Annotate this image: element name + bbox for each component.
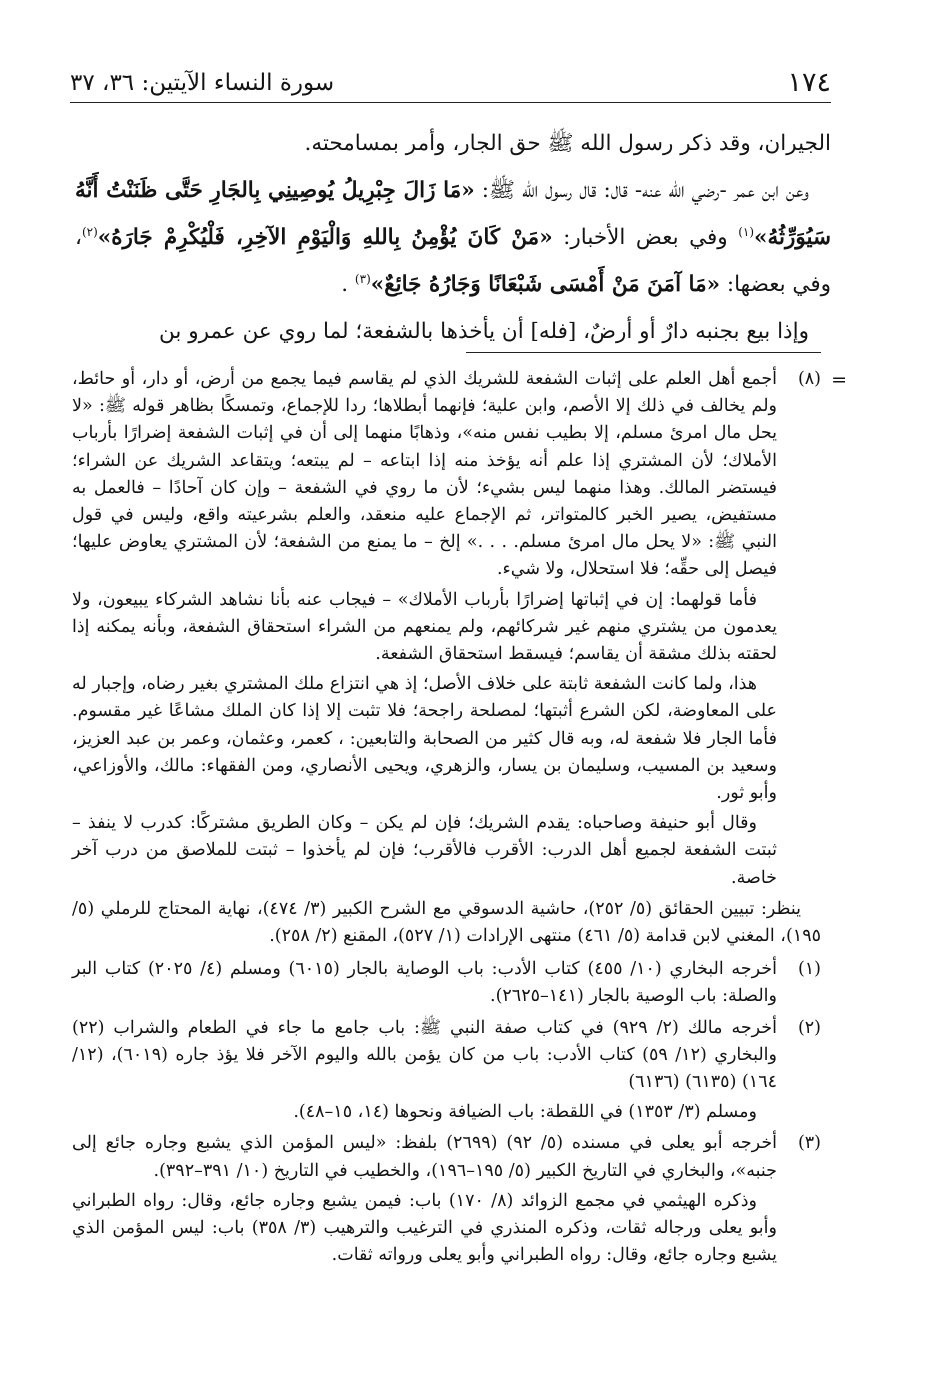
footnote-paragraph: وذكره الهيثمي في مجمع الزوائد (٨/ ١٧٠) باب: فيمن يشبع وجاره جائع، وقال: رواه الطبراني وأبو يعلى ورجاله ثقات، وذكره المنذري في الترغيب والترهيب (٣/ ٣٥٨) باب: ليس المؤمن الذي يشبع وجاره جائع، وقال: رواه الطبراني وأبو يعلى ورواته ثقات.: [72, 1190, 777, 1266]
footnote-body: [72, 1130, 777, 1269]
hadith-quote-1: «مَا زَالَ جِبْرِيلُ يُوصِينِي بِالجَارِ حَتَّى ظَنَنْتُ أَنَّهُ سَيُوَرِّثُهُ»: [75, 178, 831, 250]
footnote-sources: [72, 896, 821, 950]
footnote-3: [72, 1130, 821, 1269]
footnote-paragraph: هذا، ولما كانت الشفعة ثابتة على خلاف الأصل؛ إذ هي انتزاع ملك المشتري بغير رضاه، وإجبار له على المعاوضة، لكن الشرع أثبتها؛ لمصلحة راجحة؛ فلا تثبت إلا إذا كان الملك مشاعًا غير مقسوم. فأما الجار فلا شفعة له، وبه قال كثير من الصحابة والتابعين: ، كعمر، وعثمان، وعمر بن عبد العزيز، وسعيد بن المسيب، وسليمان بن يسار، والزهري، ويحيى الأنصاري، ومن الفقهاء: مالك، والأوزاعي، وأبو ثور.: [72, 674, 777, 804]
hadith-quote-2: «مَنْ كَانَ يُؤْمِنُ بِاللهِ وَالْيَوْمِ الآخِرِ، فَلْيُكْرِمْ جَارَهُ»: [97, 225, 553, 250]
footnote-body: [72, 366, 777, 892]
footnote-paragraph: فأما قولهما: إن في إثباتها إضرارًا بأرباب الأملاك» – فيجاب عنه بأنا نشاهد الشركاء يبيعون، ولا يعدمون من يشتري منهم غير شركائهم، ولم يمنعهم من الشراء استحقاق الشفعة، وبأنه يمكنه إذا لحقته بذلك مشقة أن يقاسم؛ فيسقط استحقاق الشفعة.: [72, 589, 777, 665]
footnote-ref-1: (١): [738, 224, 755, 239]
footnote-number: (٢): [797, 1017, 821, 1038]
main-text: [75, 120, 831, 355]
hadith-quote-3: «مَا آمَنَ مَنْ أَمْسَى شَبْعَانًا وَجَارُهُ جَائِعٌ»: [370, 272, 721, 297]
footnote-paragraph: أخرجه مالك (٢/ ٩٢٩) في كتاب صفة النبي ﷺ: باب جامع ما جاء في الطعام والشراب (٢٢) والبخاري (١٢/ ٥٩) كتاب الأدب: باب من كان يؤمن بالله واليوم الآخر فلا يؤذ جاره (٦٠١٩)، (١٢/ ١٦٤) (٦١٣٥) (٦١٣٦): [72, 1017, 777, 1093]
footnote-paragraph: أجمع أهل العلم على إثبات الشفعة للشريك الذي لم يقاسم فيما يجمع من أرض، أو دار، أو حائط، ولم يخالف في ذلك إلا الأصم، وابن علية؛ فإنهما أبطلاها؛ ردا للإجماع، وتمسكًا بظاهر قوله ﷺ: «لا يحل مال امرئ مسلم، إلا بطيب نفس منه»، وذهابًا منهما إلى أن في إثبات الشفعة إضرارًا بأرباب الأملاك؛ لأن المشتري إذا علم أنه يؤخذ منه إذا ابتاعه – لم يبتعه؛ ويتقاعد الشريك عن الشراء؛ فيستضر المالك. وهذا منهما ليس بشيء؛ لأن ما روي في الشفعة – وإن كان آحادًا – فالعمل به مستفيض، يصير الخبر كالمتواتر، ثم الإجماع عليه منعقد، والعلم بشرعيته واقع، وليس في قول النبي ﷺ: «لا يحل مال امرئ مسلم. . . .» إلخ – ما يمنع من الشفعة؛ لأن المشتري يعاوض عليها؛ فيصل إلى حقِّه؛ فلا استحلال، ولا شيء.: [72, 369, 777, 580]
footnote-number: (٨): [797, 369, 821, 389]
footnote-ref-2: (٢): [81, 224, 98, 239]
footnote-number: (١): [797, 959, 821, 980]
footnote-body: [72, 956, 777, 1010]
text-segment: وفي بعض الأخبار:: [552, 225, 739, 250]
footnote-separator: [466, 352, 821, 353]
footnote-paragraph: ومسلم (٣/ ١٣٥٣) في اللقطة: باب الضيافة ونحوها (١٤، ١٥–٤٨).: [293, 1102, 757, 1123]
footnote-paragraph: أخرجه البخاري (١٠/ ٤٥٥) كتاب الأدب: باب الوصاية بالجار (٦٠١٥) ومسلم (٤/ ٢٠٢٥) كتاب البر والصلة: باب الوصية بالجار (١٤١–٢٦٢٥).: [72, 959, 777, 1007]
footnote-2: [72, 1015, 821, 1127]
footnote-8: [72, 366, 821, 892]
footnote-ref-3: (٣): [354, 271, 371, 286]
page-number: ١٧٤: [787, 67, 831, 98]
main-paragraph-3: وإذا بيع بجنبه دارٌ أو أرضٌ، [فله] أن يأخذها بالشفعة؛ لما روي عن عمرو بن: [159, 319, 809, 344]
running-title: سورة النساء الآيتين: ٣٦، ٣٧: [70, 70, 335, 96]
footnote-body: [72, 1015, 777, 1127]
footnotes: [72, 366, 821, 1274]
main-paragraph-2: [75, 167, 831, 308]
footnote-paragraph: وقال أبو حنيفة وصاحباه: يقدم الشريك؛ فإن لم يكن – وكان الطريق مشتركًا: كدرب لا ينفذ – ثبتت الشفعة لجميع أهل الدرب: الأقرب فالأقرب؛ فإن لم يأخذوا – ثبتت للملاصق من درب آخر خاصة.: [72, 813, 777, 888]
continuation-mark: =: [831, 369, 847, 391]
main-paragraph-1: الجيران، وقد ذكر رسول الله ﷺ حق الجار، وأمر بمسامحته.: [304, 131, 831, 156]
footnote-paragraph: أخرجه أبو يعلى في مسنده (٥/ ٩٢) (٢٦٩٩) بلفظ: «ليس المؤمن الذي يشبع وجاره جائع إلى جنبه»، والبخاري في التاريخ الكبير (٥/ ١٩٥–١٩٦)، والخطيب في التاريخ (١٠/ ٣٩١–٣٩٢).: [72, 1133, 777, 1181]
footnote-number: (٣): [797, 1133, 821, 1154]
text-segment: وعن ابن عمر -رضي الله عنه- قال: قال رسول الله ﷺ:: [474, 178, 809, 203]
text-segment: ، وفي بعضها:: [75, 225, 831, 297]
footnote-1: [72, 956, 821, 1010]
running-header: [70, 60, 831, 103]
sources-text: ينظر: تبيين الحقائق (٥/ ٢٥٢)، حاشية الدسوقي مع الشرح الكبير (٣/ ٤٧٤)، نهاية المحتاج للرملي (٥/ ١٩٥)، المغني لابن قدامة (٥/ ٤٦١) منتهى الإرادات (١/ ٥٢٧)، المقنع (٢/ ٢٥٨).: [72, 898, 821, 947]
text-segment: .: [341, 272, 355, 297]
